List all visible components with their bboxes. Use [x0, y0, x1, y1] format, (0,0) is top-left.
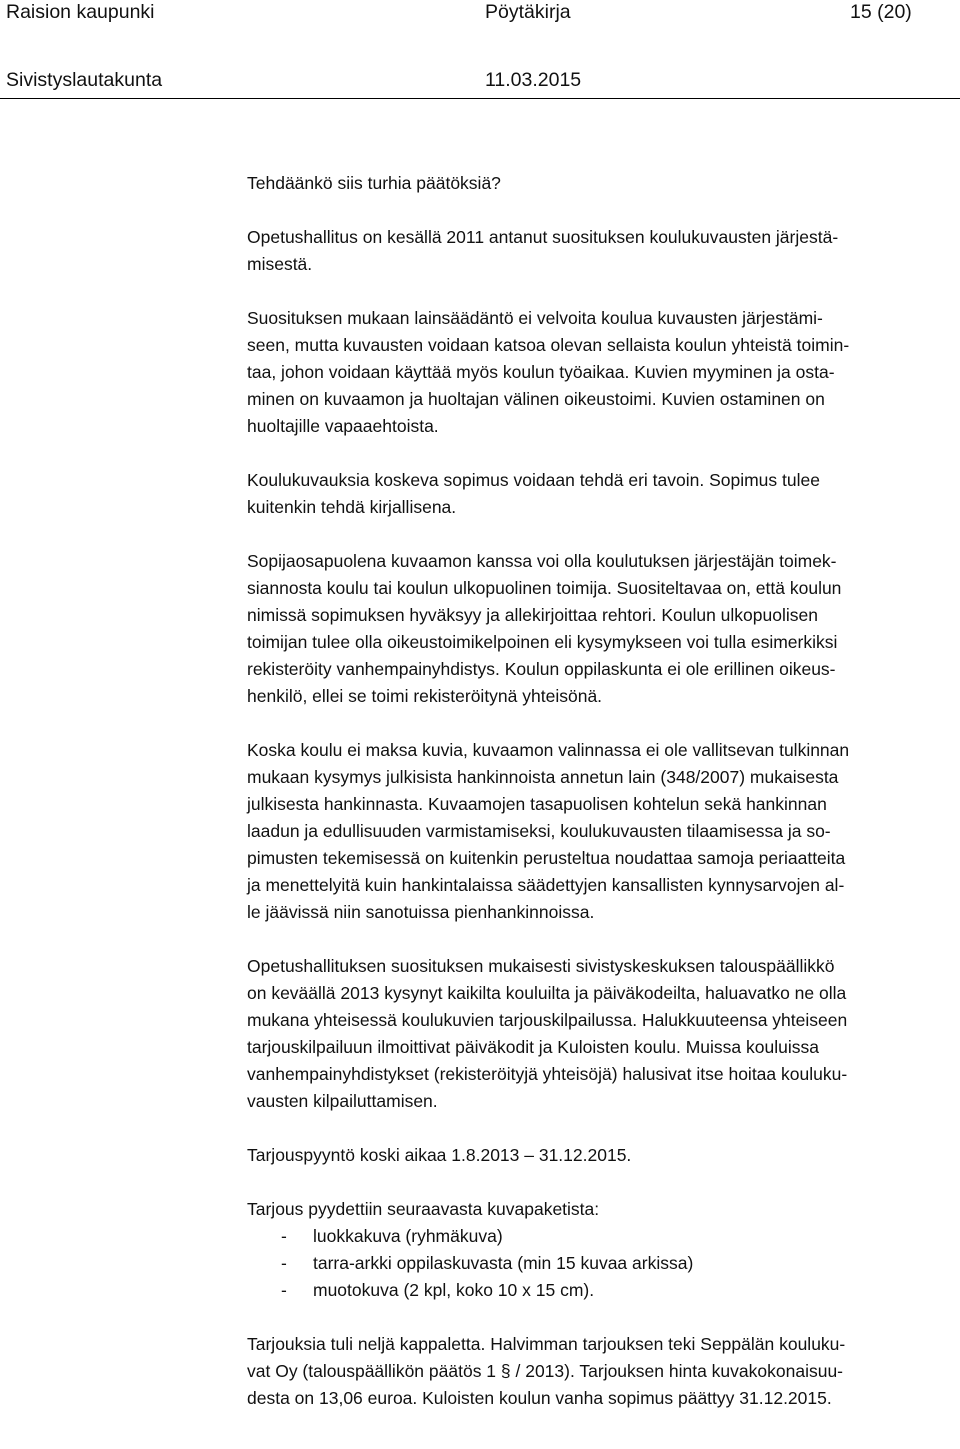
offer-list: [247, 1223, 957, 1304]
text-line: le jäävissä niin sanotuissa pienhankinnoissa.: [247, 902, 595, 922]
list-item-text: luokkakuva (ryhmäkuva): [313, 1226, 503, 1246]
text-line: tarjouskilpailuun ilmoittivat päiväkodit ja Kuloisten koulu. Muissa kouluissa: [247, 1037, 819, 1057]
text-line: vat Oy (talouspäällikön päätös 1 § / 2013). Tarjouksen hinta kuvakokonaisuu-: [247, 1361, 844, 1381]
text-line: misestä.: [247, 254, 313, 274]
header-page-number: 15 (20): [850, 1, 912, 23]
text-line: Sopijaosapuolena kuvaamon kanssa voi olla koulutuksen järjestäjän toimek-: [247, 551, 837, 571]
text-line: taa, johon voidaan käyttää myös koulun työaikaa. Kuvien myyminen ja osta-: [247, 362, 835, 382]
text-line: Tehdäänkö siis turhia päätöksiä?: [247, 173, 501, 193]
text-line: mukana yhteisessä koulukuvien tarjouskilpailussa. Halukkuuteensa yhteiseen: [247, 1010, 848, 1030]
text-line: vausten kilpailuttamisen.: [247, 1091, 438, 1111]
text-line: Opetushallituksen suosituksen mukaisesti sivistyskeskuksen talouspäällikkö: [247, 956, 835, 976]
list-item: [247, 1250, 957, 1277]
list-item: [247, 1223, 957, 1250]
list-item-text: muotokuva (2 kpl, koko 10 x 15 cm).: [313, 1280, 595, 1300]
header-date: 11.03.2015: [485, 69, 582, 91]
paragraph: [247, 1331, 957, 1412]
paragraph: [247, 224, 957, 278]
paragraph: [247, 305, 957, 440]
text-line: nimissä sopimuksen hyväksyy ja allekirjoittaa rehtori. Koulun ulkopuolisen: [247, 605, 818, 625]
document-body: [247, 170, 957, 1412]
text-line: kuitenkin tehdä kirjallisena.: [247, 497, 457, 517]
text-line: Tarjouspyyntö koski aikaa 1.8.2013 – 31.12.2015.: [247, 1145, 632, 1165]
text-line: siannosta koulu tai koulun ulkopuolinen toimija. Suositeltavaa on, että koulun: [247, 578, 842, 598]
text-line: seen, mutta kuvausten voidaan katsoa olevan sellaista koulun yhteistä toimin-: [247, 335, 850, 355]
header-divider: [0, 98, 960, 99]
paragraph: [247, 953, 957, 1115]
text-line: desta on 13,06 euroa. Kuloisten koulun vanha sopimus päättyy 31.12.2015.: [247, 1388, 832, 1408]
text-line: toimijan tulee olla oikeustoimikelpoinen eli kysymykseen voi tulla esimerkiksi: [247, 632, 838, 652]
text-line: huoltajille vapaaehtoista.: [247, 416, 439, 436]
paragraph: [247, 170, 957, 197]
paragraph: [247, 548, 957, 710]
paragraph: [247, 467, 957, 521]
text-line: laadun ja edullisuuden varmistamiseksi, koulukuvausten tilaamisessa ja so-: [247, 821, 831, 841]
list-item: [247, 1277, 957, 1304]
text-line: julkisesta hankinnasta. Kuvaamojen tasapuolisen kohtelun sekä hankinnan: [247, 794, 827, 814]
text-line: minen on kuvaamon ja huoltajan välinen oikeustoimi. Kuvien ostaminen on: [247, 389, 825, 409]
paragraph: [247, 1142, 957, 1169]
list-dash: -: [281, 1280, 287, 1300]
text-line: vanhempainyhdistykset (rekisteröityjä yhteisöjä) halusivat itse hoitaa kouluku-: [247, 1064, 848, 1084]
text-line: Suosituksen mukaan lainsäädäntö ei velvoita koulua kuvausten järjestämi-: [247, 308, 823, 328]
text-line: rekisteröity vanhempainyhdistys. Koulun oppilaskunta ei ole erillinen oikeus-: [247, 659, 836, 679]
offer-section: [247, 1196, 957, 1304]
text-line: Tarjouksia tuli neljä kappaletta. Halvimman tarjouksen teki Seppälän kouluku-: [247, 1334, 846, 1354]
list-item-text: tarra-arkki oppilaskuvasta (min 15 kuvaa arkissa): [313, 1253, 694, 1273]
header-document-type: Pöytäkirja: [485, 1, 571, 23]
text-line: on keväällä 2013 kysynyt kaikilta kouluilta ja päiväkodeilta, haluavatko ne olla: [247, 983, 847, 1003]
header-board: Sivistyslautakunta: [6, 69, 163, 91]
text-line: Koulukuvauksia koskeva sopimus voidaan tehdä eri tavoin. Sopimus tulee: [247, 470, 820, 490]
offer-intro: Tarjous pyydettiin seuraavasta kuvapaketista:: [247, 1199, 600, 1219]
text-line: Opetushallitus on kesällä 2011 antanut suosituksen koulukuvausten järjestä-: [247, 227, 839, 247]
header-organization: Raision kaupunki: [6, 1, 155, 23]
text-line: ja menettelyitä kuin hankintalaissa säädettyjen kansallisten kynnysarvojen al-: [247, 875, 845, 895]
list-dash: -: [281, 1253, 287, 1273]
paragraph: [247, 737, 957, 926]
text-line: Koska koulu ei maksa kuvia, kuvaamon valinnassa ei ole vallitsevan tulkinnan: [247, 740, 850, 760]
text-line: pimusten tekemisessä on kuitenkin perusteltua noudattaa samoja periaatteita: [247, 848, 846, 868]
text-line: henkilö, ellei se toimi rekisteröitynä yhteisönä.: [247, 686, 603, 706]
list-dash: -: [281, 1226, 287, 1246]
text-line: mukaan kysymys julkisista hankinnoista annetun lain (348/2007) mukaisesta: [247, 767, 839, 787]
